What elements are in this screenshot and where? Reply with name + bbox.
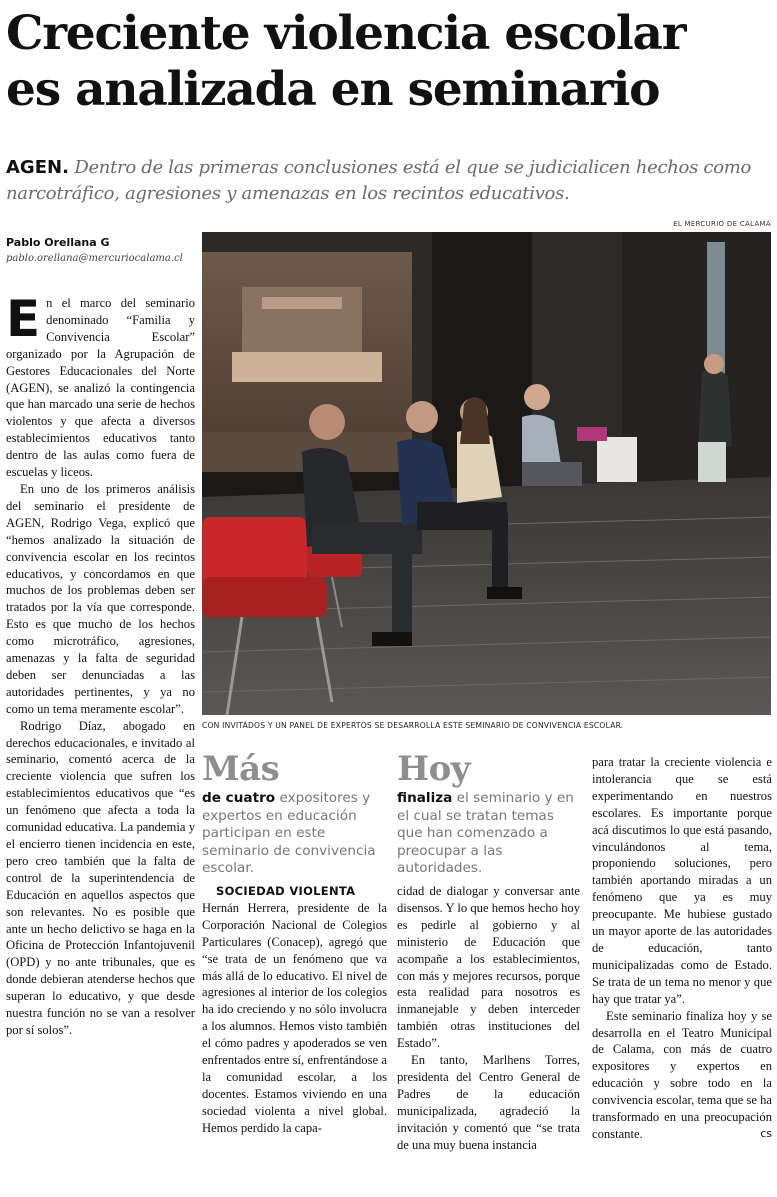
highlight-bold: finaliza (397, 790, 453, 806)
article-paragraph: En tanto, Marlhens Torres, presidenta del Centro General de Padres de la educación municipalizada, agradeció la invitación y comentó que “se trata de una muy buena instancia (397, 1053, 580, 1152)
lead-tag: AGEN. (6, 157, 69, 178)
byline (6, 236, 196, 264)
highlight-text (202, 790, 382, 878)
lead-paragraph (6, 155, 771, 207)
article-paragraph (6, 295, 195, 481)
highlight-body: expositores y expertos en educación participan en este seminario de convivencia escolar. (202, 790, 376, 876)
drop-cap: E (6, 295, 41, 348)
highlight-body: el seminario y en el cual se tratan temas que han comenzado a preocupar a las autoridades. (397, 790, 574, 876)
headline-line-2: es analizada en seminario (6, 62, 660, 117)
article-photo (202, 232, 771, 715)
highlight-number: Hoy (397, 749, 471, 789)
highlight-text (397, 790, 580, 878)
highlight-number: Más (202, 749, 280, 789)
article-paragraph: cidad de dialogar y conversar ante disensos. Y lo que hemos hecho hoy es pedirle al gobierno y al ministerio de Educación que acompañe a los establecimientos, con más y mejores recursos, porque esta realidad para nosotros es inmanejable y deben interceder también otras instituciones del Estado”. (397, 884, 580, 1051)
highlight-box-1 (202, 750, 382, 878)
lead-text: Dentro de las primeras conclusiones está el que se judicialicen hechos como narcotráfico, agresiones y amenazas en los recintos educativos. (6, 157, 752, 204)
headline-line-1: Creciente violencia escolar (6, 6, 686, 61)
photo-credit: EL MERCURIO DE CALAMA (673, 220, 771, 228)
end-mark-icon: cs (760, 1126, 772, 1140)
author-email: pablo.orellana@mercuriocalama.cl (6, 253, 183, 264)
author-name: Pablo Orellana G (6, 236, 110, 249)
headline (6, 6, 771, 118)
article-paragraph (592, 1008, 772, 1143)
article-paragraph: para tratar la creciente violencia e intolerancia que se está experimentando en nuestros escolares. Es importante porque acá discutimos lo que está pasando, vinculándonos al tema, proponiendo soluciones, pero también aportando miradas a un fenómeno que ya es muy preocupante. Me hubiese gustado un mayor aporte de las autoridades de educación, tanto municipalizadas como de Estado. Se trata de un tema no menor y que hay que tratar ya”. (592, 755, 772, 1006)
stage-photo-illustration (202, 232, 771, 715)
highlight-bold: de cuatro (202, 790, 276, 806)
article-column-3 (397, 883, 580, 1193)
article-column-1 (6, 295, 195, 1195)
highlight-box-2 (397, 750, 580, 878)
article-column-2 (202, 883, 387, 1193)
article-column-4 (592, 754, 772, 1194)
article-paragraph: Hernán Herrera, presidente de la Corporación Nacional de Colegios Particulares (Conacep), agregó que “se trata de un fenómeno que va más allá de lo educativo. El nivel de agresiones al interior de los colegios ha ido creciendo y no sólo involucra a los alumnos. Hemos visto también el cómo padres y apoderados se ven enfrentados entre sí, enfrentándose a la comunidad escolar, a los docentes. Estamos viviendo en una sociedad violenta a nivel global. Hemos perdido la capa- (202, 900, 387, 1135)
photo-caption: CON INVITADOS Y UN PANEL DE EXPERTOS SE DESARROLLA ESTE SEMINARIO DE CONVIVENCIA ESCOLAR. (202, 721, 624, 730)
paragraph-text: Este seminario finaliza hoy y se desarrolla en el Teatro Municipal de Calama, con más de cuatro expositores y expertos en educación y sobre todo en la convivencia escolar, tema que se ha transformado en una preocupación constante. (592, 1008, 772, 1141)
section-subhead: SOCIEDAD VIOLENTA (216, 884, 356, 898)
article-paragraph: En uno de los primeros análisis del seminario el presidente de AGEN, Rodrigo Vega, explicó que “hemos analizado la situación de convivencia escolar en los recintos educativos, y concordamos en que muchos de los problemas deben ser tratados por la vía que corresponde. Esto es que mucho de los hechos como microtráfico, agresiones, amenazas y la falta de seguridad deben ser denunciadas a las autoridades pertinentes, y ya no como un tema meramente escolar”. (6, 481, 195, 716)
article-paragraph: Rodrigo Díaz, abogado en derechos educacionales, e invitado al seminario, comentó acerca de la creciente violencia que sufren los establecimientos educativos que “es un fenómeno que afecta a toda la comunidad educativa. La pandemia y el encierro tienen incidencia en este, pero creo también que la falta de control de la superintendencia de Educación en aquellos aspectos que son relevantes. No es posible que ante un hecho delictivo se haga en la Oficina de Protección Infantojuvenil (OPD) y no ante tribunales, que es donde debieran atenderse hechos que superan lo educativo, y que desde nuestra función no se van a resolver por sí solos”. (6, 718, 195, 1037)
paragraph-text: n el marco del seminario denominado “Familia y Convivencia Escolar” organizado por la Agrupación de Gestores Educacionales del Norte (AGEN), se analizó la contingencia que han marcado una serie de hechos violentos y que afecta a diversos establecimientos educativos tanto dentro de las aulas como fuera de escuelas y liceos. (6, 296, 195, 480)
